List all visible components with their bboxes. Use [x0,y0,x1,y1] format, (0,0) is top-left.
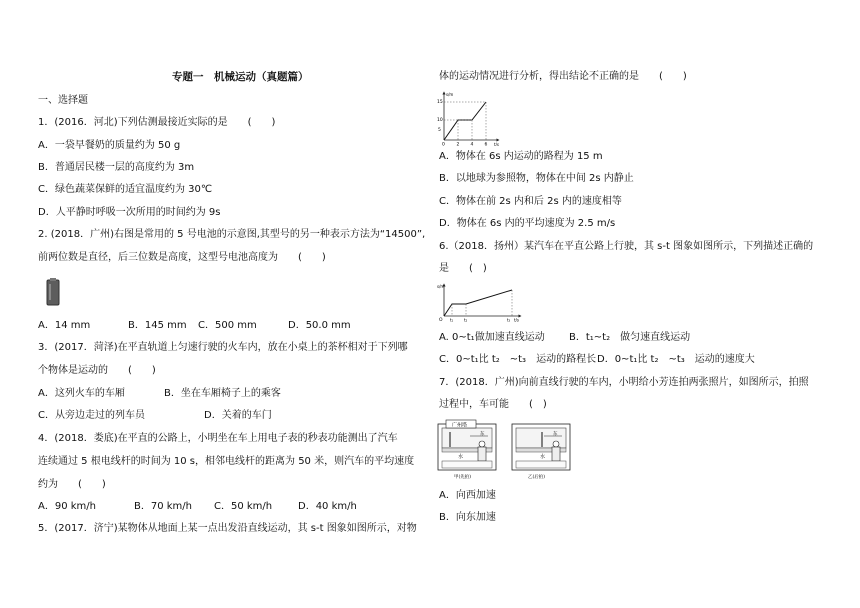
q3-stem-line1: 3．(2017．菏泽)在平直轨道上匀速行驶的火车内，放在小桌上的茶杯相对于下列哪 [38,342,408,353]
q5-option-d: D．物体在 6s 内的平均速度为 2.5 m/s [439,218,616,229]
q4-stem-line1: 4．(2018．娄底)在平直的公路上，小明坐在车上用电子表的秒表功能测出了汽车 [38,433,398,444]
q5-stem-line2: 体的运动情况进行分析，得出结论不正确的是 ( ) [439,71,687,82]
q7-caption-second: 乙(后拍) [528,475,546,480]
q6-ylabel: s/m [437,284,445,289]
q6-curve [444,290,512,316]
q4-stem-line2: 连续通过 5 根电线杆的时间为 10 s，相邻电线杆的距离为 50 米，则汽车的平均速度 [38,456,415,467]
q5-option-c: C．物体在前 2s 内和后 2s 内的速度相等 [439,196,622,207]
q7-photo-first [438,420,496,480]
q5-xtick-6: 6 [484,142,488,146]
q3-option-a: A．这列火车的车厢 [38,388,125,399]
q6-option-d: D．0~t₁比 t₂ ~t₃ 运动的速度大 [597,354,755,365]
q5-ylabel: s/m [446,92,454,97]
q4-option-b: B．70 km/h [134,501,193,512]
q5-ytick-5: 5 [438,128,441,133]
q2-option-b: B．145 mm [128,320,187,331]
q7-east-1: 东 [480,432,485,437]
q5-curve [444,102,486,140]
q6-xtick-t2: t₂ [464,317,468,322]
q7-photo-second [512,424,570,480]
q5-ytick-10: 10 [437,118,443,123]
q7-option-b: B．向东加速 [439,512,496,523]
q6-xtick-t3: t₃ [507,317,511,322]
q7-stem-line1: 7．(2018．广州)向前直线行驶的车内，小明给小芳连拍两张照片，如图所示，拍照 [439,377,809,388]
q5-option-a: A．物体在 6s 内运动的路程为 15 m [439,151,603,162]
q5-ytick-15: 15 [437,100,443,105]
q5-xtick-0: 0 [442,142,445,146]
q7-option-a: A．向西加速 [439,490,496,501]
q5-xtick-2: 2 [456,142,460,146]
q6-stem-line2: 是 ( ) [439,263,487,274]
q2-stem-line1: 2. (2018．广州)右图是常用的 5 号电池的示意图,其型号的另一种表示方法为“14500”, [38,229,426,240]
page-title: 专题一 机械运动（真题篇） [172,71,309,83]
q6-option-c: C．0~t₁比 t₂ ~t₃ 运动的路程长 [439,354,597,365]
q7-stem-line2: 过程中，车可能 ( ) [439,399,547,410]
q1-option-b: B．普通居民楼一层的高度约为 3m [38,162,195,173]
q6-xtick-t1: t₁ [450,317,454,322]
q5-option-b: B．以地球为参照物，物体在中间 2s 内静止 [439,173,634,184]
battery-image [46,278,60,306]
q6-st-graph [436,282,524,322]
q4-option-d: D．40 km/h [298,501,357,512]
q6-option-b: B．t₁~t₂ 做匀速直线运动 [569,332,691,343]
q5-st-graph [436,90,502,146]
q7-sign-text: 广州塔 [452,422,468,429]
q3-option-c: C．从旁边走过的列车员 [38,410,145,421]
q3-option-d: D．关着的车门 [204,410,272,421]
q2-stem-line2: 前两位数是直径，后三位数是高度，这型号电池高度为 ( ) [38,252,326,263]
q5-stem-line1: 5．(2017．济宁)某物体从地面上某一点出发沿直线运动，其 s-t 图象如图所示，对物 [38,523,417,534]
q3-option-b: B．坐在车厢椅子上的乘客 [164,388,281,399]
q5-xlabel: t/s [494,142,499,146]
q4-option-c: C．50 km/h [214,501,273,512]
q3-stem-line2: 个物体是运动的 ( ) [38,365,156,376]
q1-stem: 1．(2016．河北)下列估测最接近实际的是 ( ) [38,117,276,128]
q7-water-2: 水 [540,454,546,460]
q2-option-a: A．14 mm [38,320,91,331]
q1-option-c: C．绿色蔬菜保鲜的适宜温度约为 30℃ [38,184,213,195]
q7-caption-first: 甲(先拍) [454,475,472,480]
q6-xlabel: t/s [514,317,519,322]
q1-option-d: D．人平静时呼吸一次所用的时间约为 9s [38,207,221,218]
q6-origin: O [439,318,443,322]
q4-stem-line3: 约为 ( ) [38,479,106,490]
q7-east-2: 东 [553,432,558,437]
q2-option-c: C．500 mm [198,320,257,331]
q4-option-a: A．90 km/h [38,501,96,512]
section-heading: 一、选择题 [38,95,88,106]
q1-option-a: A．一袋早餐奶的质量约为 50 g [38,140,181,151]
q6-option-a: A. 0~t₁做加速直线运动 [439,332,545,343]
q7-water-1: 水 [458,454,464,460]
q6-stem-line1: 6.（2018．扬州）某汽车在平直公路上行驶，其 s-t 图象如图所示，下列描述正确的 [439,241,814,252]
q2-option-d: D．50.0 mm [288,320,351,331]
q5-xtick-4: 4 [470,142,474,146]
q7-photos [436,418,576,482]
